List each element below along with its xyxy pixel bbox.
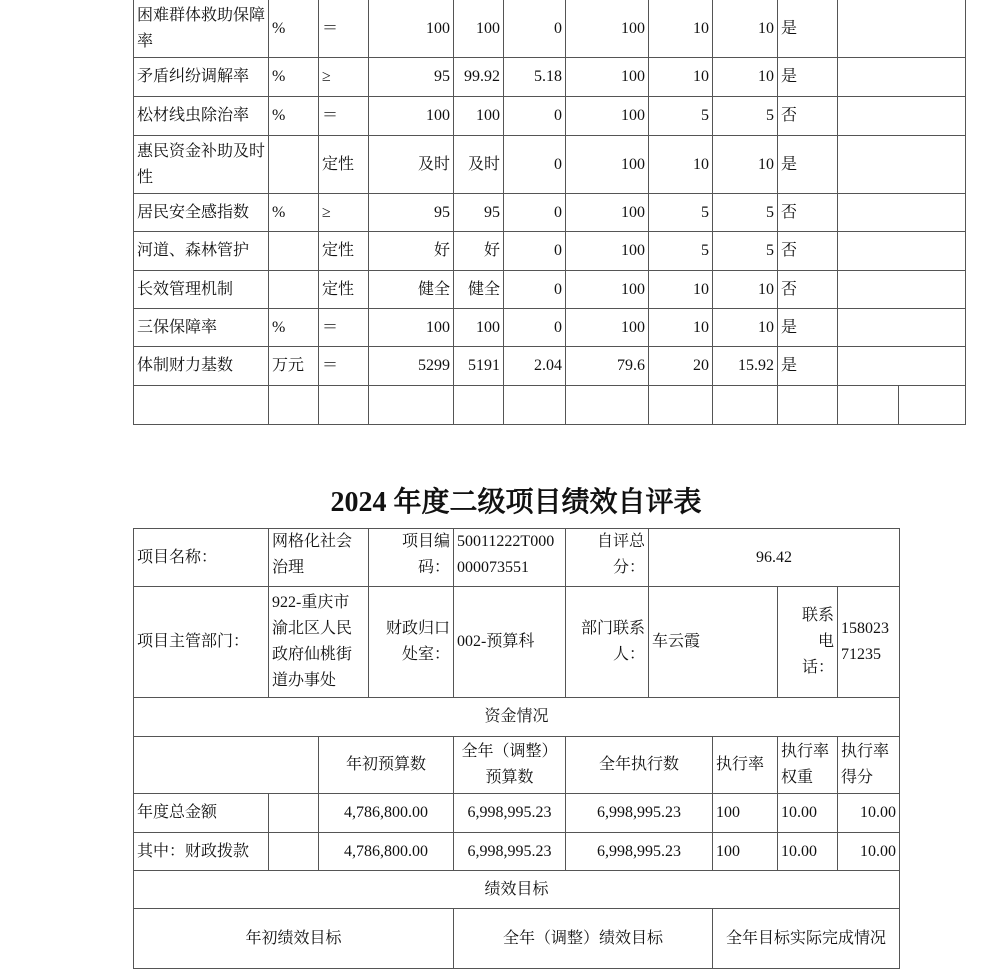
flag: 是 [778,347,838,386]
project-code-label: 项目编码： [369,529,454,587]
flag: 是 [778,309,838,347]
operator: ≥ [319,194,369,232]
score: 10 [713,0,778,58]
empty-row [134,386,966,425]
remarks [838,194,966,232]
executed-amount: 6,998,995.23 [566,833,713,871]
completion-rate: 100 [566,194,649,232]
unit: % [269,58,319,97]
indicator-name: 三保保障率 [134,309,269,347]
project-name-label: 项目名称： [134,529,269,587]
initial-budget: 4,786,800.00 [319,833,454,871]
deviation: 0 [504,271,566,309]
score: 10 [713,309,778,347]
indicator-table [133,0,966,425]
funding-section-title: 资金情况 [134,698,900,737]
completion-rate: 100 [566,58,649,97]
unit: % [269,309,319,347]
score: 5 [713,232,778,271]
deviation: 0 [504,232,566,271]
weight: 5 [649,194,713,232]
indicator-row [134,271,966,309]
operator: ＝ [319,347,369,386]
adjusted-budget: 6,998,995.23 [454,833,566,871]
office: 002-预算科 [454,587,566,698]
score: 5 [713,97,778,136]
remarks [838,97,966,136]
indicator-row [134,232,966,271]
project-evaluation-table [133,528,900,969]
contact: 车云霞 [649,587,778,698]
funding-header-row [134,737,900,794]
flag: 否 [778,271,838,309]
completion-rate: 100 [566,0,649,58]
actual-value: 100 [454,309,504,347]
deviation: 0 [504,136,566,194]
target-value: 好 [369,232,454,271]
indicator-row [134,0,966,58]
weight: 10 [649,271,713,309]
target-value: 100 [369,97,454,136]
unit: 万元 [269,347,319,386]
flag: 否 [778,97,838,136]
remarks [838,0,966,58]
unit [269,136,319,194]
funding-header: 全年（调整）预算数 [454,737,566,794]
unit [269,271,319,309]
weight: 5 [649,97,713,136]
operator: 定性 [319,271,369,309]
target-value: 5299 [369,347,454,386]
flag: 是 [778,0,838,58]
funding-header: 年初预算数 [319,737,454,794]
funding-row [134,794,900,833]
indicator-name: 河道、森林管护 [134,232,269,271]
unit: % [269,194,319,232]
funding-header: 执行率 [713,737,778,794]
indicator-row [134,58,966,97]
page-title: 2024 年度二级项目绩效自评表 [330,487,702,518]
completion-rate: 100 [566,271,649,309]
targets-header: 年初绩效目标 [134,909,454,969]
indicator-name: 矛盾纠纷调解率 [134,58,269,97]
funding-header: 全年执行数 [566,737,713,794]
remarks [838,347,966,386]
phone-label: 联系电话： [778,587,838,698]
phone: 15802371235 [838,587,900,698]
unit: % [269,0,319,58]
indicator-name: 惠民资金补助及时性 [134,136,269,194]
completion-rate: 100 [566,232,649,271]
completion-rate: 100 [566,309,649,347]
indicator-row [134,136,966,194]
operator: 定性 [319,136,369,194]
operator: 定性 [319,232,369,271]
remarks [838,232,966,271]
adjusted-budget: 6,998,995.23 [454,794,566,833]
target-value: 健全 [369,271,454,309]
deviation: 0 [504,0,566,58]
target-value: 及时 [369,136,454,194]
indicator-name: 长效管理机制 [134,271,269,309]
contact-label: 部门联系人： [566,587,649,698]
actual-value: 5191 [454,347,504,386]
indicator-name: 居民安全感指数 [134,194,269,232]
total-score-label: 自评总分： [566,529,649,587]
funding-header: 执行率得分 [838,737,900,794]
target-value: 100 [369,0,454,58]
total-score: 96.42 [649,529,900,587]
target-value: 100 [369,309,454,347]
exec-weight: 10.00 [778,833,838,871]
weight: 20 [649,347,713,386]
weight: 10 [649,58,713,97]
operator: ＝ [319,97,369,136]
exec-score: 10.00 [838,833,900,871]
weight: 10 [649,309,713,347]
weight: 10 [649,0,713,58]
indicator-row [134,309,966,347]
flag: 是 [778,58,838,97]
funding-label: 年度总金额 [134,794,269,833]
score: 15.92 [713,347,778,386]
dept-label: 项目主管部门： [134,587,269,698]
exec-rate: 100 [713,794,778,833]
project-name-row [134,529,900,587]
deviation: 0 [504,97,566,136]
indicator-name: 困难群体救助保障率 [134,0,269,58]
actual-value: 好 [454,232,504,271]
remarks [838,136,966,194]
deviation: 0 [504,309,566,347]
completion-rate: 100 [566,136,649,194]
indicator-row [134,347,966,386]
deviation: 5.18 [504,58,566,97]
target-value: 95 [369,194,454,232]
operator: ＝ [319,309,369,347]
unit [269,232,319,271]
operator: ＝ [319,0,369,58]
actual-value: 100 [454,0,504,58]
indicator-name: 体制财力基数 [134,347,269,386]
score: 10 [713,136,778,194]
score: 5 [713,194,778,232]
actual-value: 100 [454,97,504,136]
score: 10 [713,271,778,309]
target-value: 95 [369,58,454,97]
funding-label: 其中：财政拨款 [134,833,269,871]
actual-value: 及时 [454,136,504,194]
completion-rate: 79.6 [566,347,649,386]
remarks [838,309,966,347]
actual-value: 99.92 [454,58,504,97]
actual-value: 健全 [454,271,504,309]
office-label: 财政归口处室： [369,587,454,698]
remarks [838,58,966,97]
flag: 是 [778,136,838,194]
indicator-row [134,194,966,232]
operator: ≥ [319,58,369,97]
department-row [134,587,900,698]
initial-budget: 4,786,800.00 [319,794,454,833]
weight: 10 [649,136,713,194]
dept: 922-重庆市渝北区人民政府仙桃街道办事处 [269,587,369,698]
exec-weight: 10.00 [778,794,838,833]
targets-section-title: 绩效目标 [134,871,900,909]
project-code: 50011222T000000073551 [454,529,566,587]
completion-rate: 100 [566,97,649,136]
deviation: 0 [504,194,566,232]
executed-amount: 6,998,995.23 [566,794,713,833]
targets-header: 全年（调整）绩效目标 [454,909,713,969]
targets-header: 全年目标实际完成情况 [713,909,900,969]
indicator-row [134,97,966,136]
flag: 否 [778,232,838,271]
remarks [838,271,966,309]
exec-score: 10.00 [838,794,900,833]
funding-header: 执行率权重 [778,737,838,794]
weight: 5 [649,232,713,271]
actual-value: 95 [454,194,504,232]
deviation: 2.04 [504,347,566,386]
exec-rate: 100 [713,833,778,871]
project-name: 网格化社会治理 [269,529,369,587]
score: 10 [713,58,778,97]
funding-row [134,833,900,871]
indicator-name: 松材线虫除治率 [134,97,269,136]
unit: % [269,97,319,136]
targets-header-row [134,909,900,969]
flag: 否 [778,194,838,232]
